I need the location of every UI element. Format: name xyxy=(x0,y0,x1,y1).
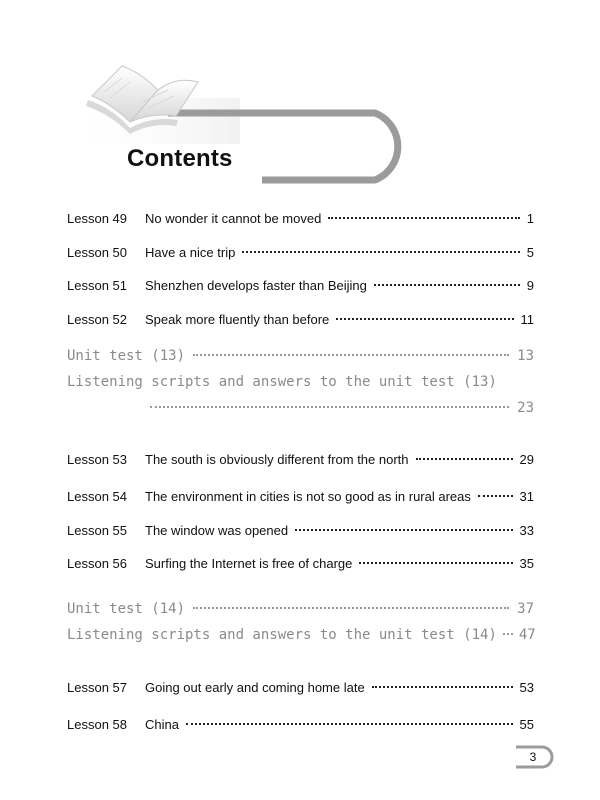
listening-scripts-title: Listening scripts and answers to the unit test (14) xyxy=(67,627,497,643)
page-number: 5 xyxy=(526,245,534,260)
page-number: 9 xyxy=(526,278,534,293)
toc-entry[interactable] xyxy=(67,450,534,470)
page-title: Contents xyxy=(127,145,233,172)
unit-test-title: Unit test (14) xyxy=(67,601,186,617)
toc-entry[interactable] xyxy=(67,487,534,507)
listening-scripts-page-row xyxy=(150,397,534,419)
lesson-title: The environment in cities is not so good as in rural areas xyxy=(145,489,471,504)
dot-leader xyxy=(193,607,509,609)
lesson-label: Lesson 51 xyxy=(67,278,127,293)
listening-scripts-entry[interactable] xyxy=(67,624,534,646)
page-number: 13 xyxy=(517,348,534,364)
lesson-label: Lesson 55 xyxy=(67,523,127,538)
lesson-label: Lesson 56 xyxy=(67,556,127,571)
page-number: 33 xyxy=(519,523,534,538)
header-decoration xyxy=(0,0,600,200)
page-number: 55 xyxy=(519,717,534,732)
page-number: 1 xyxy=(526,211,534,226)
lesson-title: Surfing the Internet is free of charge xyxy=(145,556,353,571)
toc-entry[interactable] xyxy=(67,209,534,229)
lesson-label: Lesson 50 xyxy=(67,245,127,260)
page-number: 31 xyxy=(519,489,534,504)
lesson-title: China xyxy=(145,717,179,732)
page-number: 47 xyxy=(518,627,536,643)
toc-entry[interactable] xyxy=(67,521,534,541)
page-number: 23 xyxy=(517,400,534,416)
lesson-label: Lesson 52 xyxy=(67,312,127,327)
dot-leader xyxy=(416,458,513,460)
page-number: 37 xyxy=(517,601,534,617)
dot-leader xyxy=(503,633,513,635)
page-number: 11 xyxy=(520,312,534,327)
listening-scripts-title: Listening scripts and answers to the unit test (13) xyxy=(67,374,497,390)
dot-leader xyxy=(295,529,512,531)
lesson-title: Have a nice trip xyxy=(145,245,236,260)
dot-leader xyxy=(193,354,509,356)
footer-page-number: 3 xyxy=(529,750,537,764)
unit-test-title: Unit test (13) xyxy=(67,348,186,364)
page-number: 29 xyxy=(519,452,534,467)
lesson-title: Going out early and coming home late xyxy=(145,680,365,695)
toc-entry[interactable] xyxy=(67,678,534,698)
toc-entry[interactable] xyxy=(67,310,534,330)
toc-entry[interactable] xyxy=(67,715,534,735)
dot-leader xyxy=(372,686,513,688)
dot-leader xyxy=(478,495,513,497)
dot-leader xyxy=(150,406,509,408)
listening-scripts-entry[interactable] xyxy=(67,371,534,393)
lesson-title: Speak more fluently than before xyxy=(145,312,330,327)
lesson-label: Lesson 49 xyxy=(67,211,127,226)
dot-leader xyxy=(374,284,520,286)
toc-entry[interactable] xyxy=(67,276,534,296)
lesson-title: The south is obviously different from the north xyxy=(145,452,409,467)
lesson-label: Lesson 58 xyxy=(67,717,127,732)
lesson-label: Lesson 53 xyxy=(67,452,127,467)
dot-leader xyxy=(336,318,513,320)
page-number: 35 xyxy=(519,556,534,571)
page-number: 53 xyxy=(519,680,534,695)
unit-test-entry[interactable] xyxy=(67,598,534,620)
lesson-title: The window was opened xyxy=(145,523,289,538)
lesson-label: Lesson 54 xyxy=(67,489,127,504)
toc-entry[interactable] xyxy=(67,243,534,263)
lesson-label: Lesson 57 xyxy=(67,680,127,695)
lesson-title: Shenzhen develops faster than Beijing xyxy=(145,278,367,293)
dot-leader xyxy=(328,217,519,219)
dot-leader xyxy=(186,723,513,725)
unit-test-entry[interactable] xyxy=(67,345,534,367)
dot-leader xyxy=(359,562,512,564)
dot-leader xyxy=(242,251,519,253)
toc-entry[interactable] xyxy=(67,554,534,574)
lesson-title: No wonder it cannot be moved xyxy=(145,211,322,226)
